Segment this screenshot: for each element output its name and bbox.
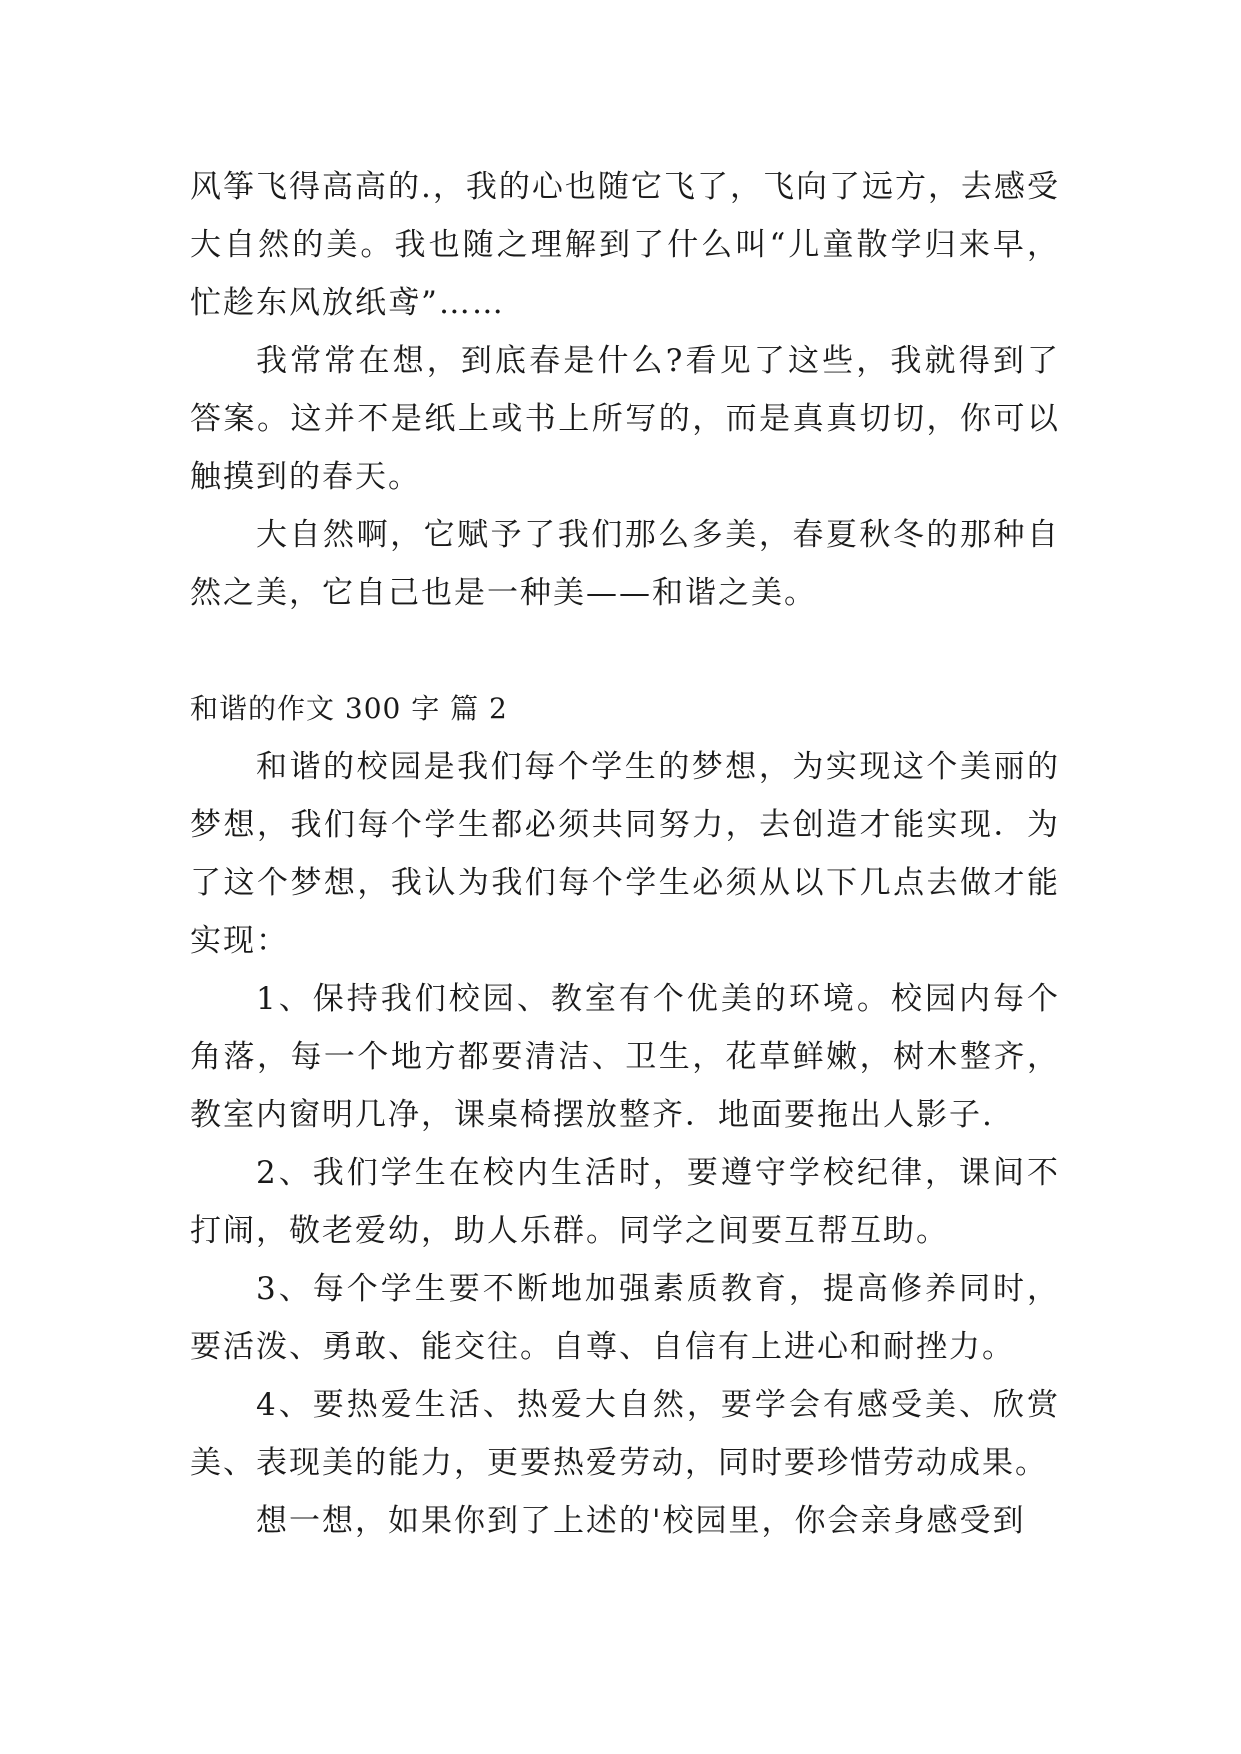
paragraph: 3、每个学生要不断地加强素质教育，提高修养同时，要活泼、勇敢、能交往。自尊、自信有上进心和耐挫力。 [190, 1271, 1060, 1365]
paragraph: 我常常在想，到底春是什么?看见了这些，我就得到了答案。这并不是纸上或书上所写的，而是真真切切，你可以触摸到的春天。 [190, 343, 1060, 495]
paragraph: 大自然啊，它赋予了我们那么多美，春夏秋冬的那种自然之美，它自己也是一种美——和谐之美。 [190, 517, 1060, 611]
paragraph: 4、要热爱生活、热爱大自然，要学会有感受美、欣赏美、表现美的能力，更要热爱劳动，同时要珍惜劳动成果。 [190, 1387, 1060, 1481]
paragraph: 风筝飞得高高的.，我的心也随它飞了，飞向了远方，去感受大自然的美。我也随之理解到了什么叫“儿童散学归来早，忙趁东风放纸鸢”…… [190, 169, 1060, 321]
document-page [190, 158, 1060, 1550]
section-heading: 和谐的作文 300 字 篇 2 [190, 692, 508, 725]
paragraph: 2、我们学生在校内生活时，要遵守学校纪律，课间不打闹，敬老爱幼，助人乐群。同学之间要互帮互助。 [190, 1155, 1060, 1249]
paragraph: 和谐的校园是我们每个学生的梦想，为实现这个美丽的梦想，我们每个学生都必须共同努力，去创造才能实现．为了这个梦想，我认为我们每个学生必须从以下几点去做才能实现： [190, 749, 1060, 959]
paragraph: 想一想，如果你到了上述的'校园里，你会亲身感受到 [256, 1503, 1026, 1539]
paragraph: 1、保持我们校园、教室有个优美的环境。校园内每个角落，每一个地方都要清洁、卫生，花草鲜嫩，树木整齐，教室内窗明几净，课桌椅摆放整齐．地面要拖出人影子. [190, 981, 1060, 1133]
